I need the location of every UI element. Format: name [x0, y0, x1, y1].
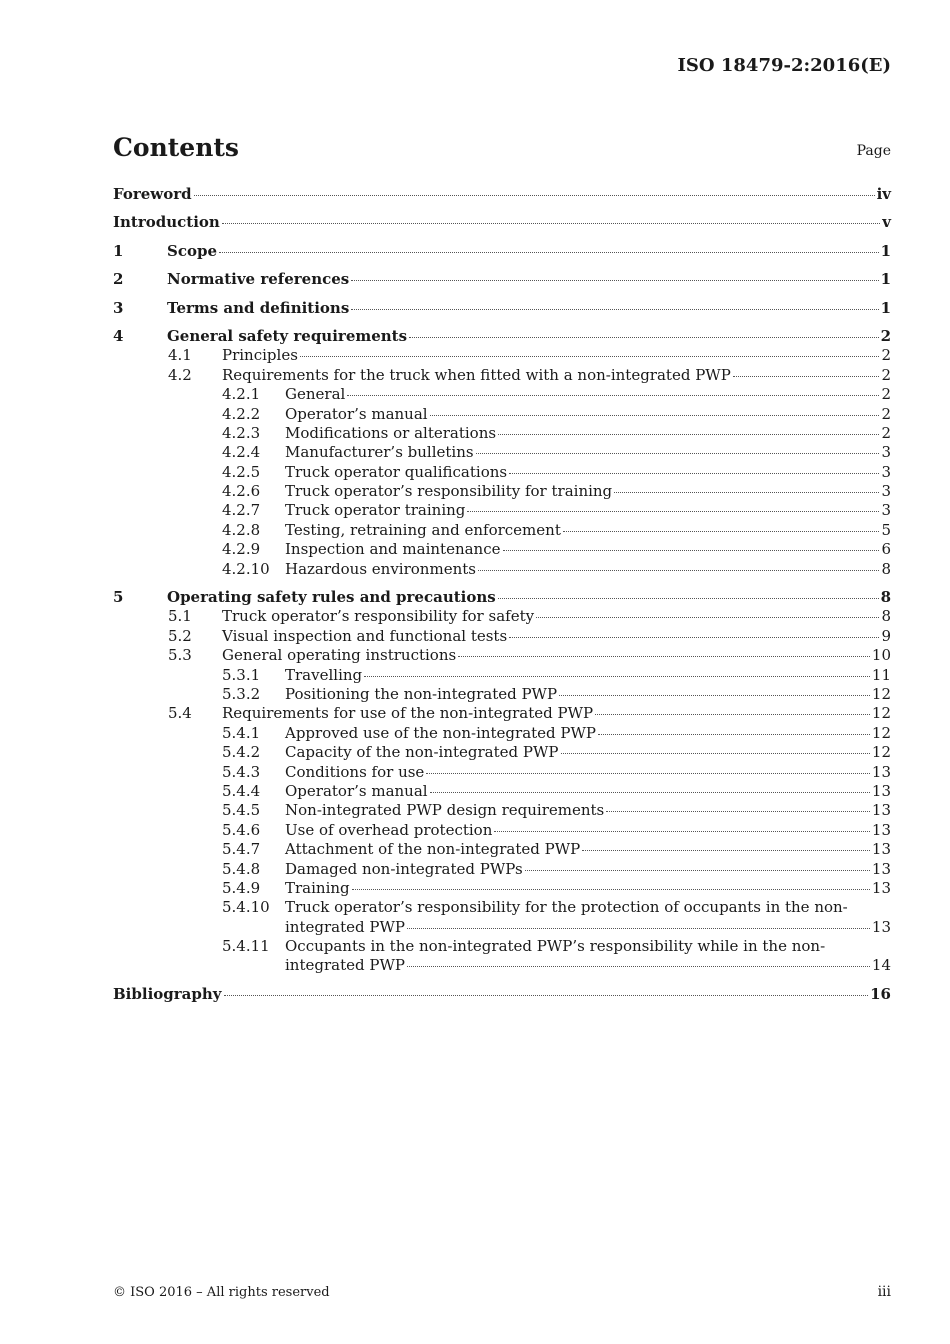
dot-leader: [409, 337, 879, 338]
toc-entry-page: 5: [881, 520, 891, 539]
toc-entry[interactable]: [113, 405, 891, 424]
toc-entry-body: [285, 560, 891, 579]
toc-entry-page: 13: [871, 859, 891, 878]
toc-entry-title: Foreword: [113, 185, 192, 203]
toc-entry-title: General safety requirements: [167, 326, 408, 345]
toc-entry-page: 13: [871, 820, 891, 839]
document-id: ISO 18479-2:2016(E): [677, 55, 891, 76]
dot-leader: [194, 195, 875, 196]
toc-entry-page: 2: [881, 385, 891, 404]
toc-entry-number: 4.2.9: [222, 540, 261, 559]
toc-entry[interactable]: [113, 607, 891, 626]
dot-leader: [478, 570, 879, 571]
toc-entry-number: 4.2.1: [222, 385, 261, 404]
toc-entry[interactable]: [113, 627, 891, 646]
toc-entry-body: [222, 607, 891, 626]
toc-entry[interactable]: [113, 685, 891, 704]
toc-entry-page: 12: [871, 723, 891, 742]
toc-entry-title: Normative references: [167, 270, 350, 289]
dot-leader: [351, 309, 878, 310]
toc-entry-number: 4.2.10: [222, 559, 270, 578]
toc-entry-title: General operating instructions: [222, 646, 457, 665]
toc-entry-body: [222, 646, 891, 665]
toc-entry[interactable]: [113, 782, 891, 801]
dot-leader: [476, 453, 880, 454]
toc-entry-number: 4.2.8: [222, 520, 261, 539]
toc-entry-title: Truck operator’s responsibility for the protection of occupants in the non-: [285, 898, 848, 917]
toc-entry-body: [285, 840, 891, 859]
toc-entry-title: Conditions for use: [285, 762, 425, 781]
toc-entry-page: v: [882, 213, 891, 232]
dot-leader: [467, 511, 879, 512]
toc-entry-body: [222, 366, 891, 385]
toc-entry-body: [285, 724, 891, 743]
dot-leader: [509, 637, 879, 638]
page-column-label: Page: [856, 143, 891, 159]
toc-entry[interactable]: [113, 560, 891, 579]
toc-entry[interactable]: [113, 724, 891, 743]
toc-entry-number: 5.4.10: [222, 898, 270, 917]
dot-leader: [494, 831, 870, 832]
dot-leader: [614, 492, 879, 493]
toc-entry-title: Non-integrated PWP design requirements: [285, 801, 605, 820]
toc-entry-body: [285, 424, 891, 443]
toc-entry-body: [285, 685, 891, 704]
toc-entry-number: 4.2: [168, 365, 192, 384]
toc-entry-number: 5.4.6: [222, 820, 261, 839]
toc-entry-page: 13: [871, 762, 891, 781]
toc-entry-body: [285, 501, 891, 520]
toc-entry-number: 4.1: [168, 346, 192, 365]
toc-entry-number: 5.4.8: [222, 859, 261, 878]
toc-entry-number: 5.3.2: [222, 684, 261, 703]
dot-leader: [407, 928, 870, 929]
toc-entry[interactable]: [113, 327, 891, 346]
toc-entry-number: 5.4.1: [222, 723, 261, 742]
toc-entry-title: Training: [285, 878, 350, 897]
toc-entry-title: Use of overhead protection: [285, 820, 493, 839]
dot-leader: [352, 889, 870, 890]
toc-entry-title: Visual inspection and functional tests: [222, 626, 508, 645]
toc-entry-body: [113, 213, 891, 232]
toc-entry-page: 13: [871, 878, 891, 897]
toc-entry-body: [285, 763, 891, 782]
toc-entry-body: [222, 346, 891, 365]
dot-leader: [222, 223, 880, 224]
toc-entry-title: Scope: [167, 241, 218, 260]
dot-leader: [219, 252, 879, 253]
dot-leader: [509, 473, 879, 474]
toc-entry-title-continued-line: [285, 956, 891, 975]
toc-entry-page: 1: [880, 241, 891, 260]
toc-entry[interactable]: [113, 366, 891, 385]
toc-entry-title: Modifications or alterations: [285, 423, 497, 442]
toc-entry-title: Attachment of the non-integrated PWP: [285, 840, 581, 859]
toc-entry-number: 5.4.3: [222, 762, 261, 781]
toc-entry-body: [285, 879, 891, 898]
dot-leader: [598, 734, 870, 735]
toc-entry-title: Testing, retraining and enforcement: [285, 520, 561, 539]
toc-entry-body: [285, 521, 891, 540]
toc-entry-body: [167, 299, 891, 318]
toc-entry-body: [285, 801, 891, 820]
toc-entry-title-continued: integrated PWP: [285, 917, 405, 936]
toc-entry-body: [222, 627, 891, 646]
toc-entry-number: 2: [113, 270, 124, 289]
toc-entry-number: 5.4.9: [222, 878, 261, 897]
toc-entry-number: 4.2.4: [222, 443, 261, 462]
toc-entry[interactable]: [113, 937, 891, 976]
toc-entry-body: [167, 242, 891, 261]
dot-leader: [364, 676, 870, 677]
toc-entry-page: 1: [880, 270, 891, 289]
toc-entry-title: General: [285, 385, 346, 404]
toc-entry-page: 13: [871, 781, 891, 800]
dot-leader: [300, 356, 880, 357]
copyright-footer: © ISO 2016 – All rights reserved: [113, 1285, 330, 1300]
toc-entry[interactable]: [113, 879, 891, 898]
toc-entry-number: 5.4.2: [222, 743, 261, 762]
toc-entry-title: Requirements for the truck when fitted with a non-integrated PWP: [222, 365, 731, 384]
toc-entry[interactable]: [113, 501, 891, 520]
toc-entry-title: Principles: [222, 346, 298, 365]
toc-entry-body: [285, 782, 891, 801]
toc-entry[interactable]: [113, 424, 891, 443]
toc-entry[interactable]: [113, 482, 891, 501]
toc-entry-title: Travelling: [285, 665, 363, 684]
toc-entry-body: [285, 821, 891, 840]
toc-entry-number: 4: [113, 326, 124, 345]
toc-entry-body: [285, 860, 891, 879]
toc-entry-page: 16: [870, 984, 891, 1003]
contents-heading: Contents: [113, 133, 240, 162]
dot-leader: [458, 656, 870, 657]
toc-entry-page: 13: [871, 801, 891, 820]
dot-leader: [426, 773, 870, 774]
dot-leader: [595, 714, 870, 715]
toc-entry-body: [285, 666, 891, 685]
toc-entry-title: Manufacturer’s bulletins: [285, 443, 474, 462]
toc-entry-title: Positioning the non-integrated PWP: [285, 684, 558, 703]
dot-leader: [498, 434, 879, 435]
toc-entry-page: 14: [871, 956, 891, 975]
toc-entry-page: 12: [871, 704, 891, 723]
toc-entry[interactable]: [113, 521, 891, 540]
toc-entry-body: [285, 937, 891, 976]
toc-entry-body: [285, 443, 891, 462]
toc-entry-page: 8: [881, 559, 891, 578]
toc-entry-number: 5.4.11: [222, 937, 270, 956]
toc-entry-page: 1: [880, 298, 891, 317]
toc-entry[interactable]: [113, 346, 891, 365]
toc-entry-number: 4.2.5: [222, 462, 261, 481]
toc-entry-page: 2: [881, 365, 891, 384]
toc-entry-body: [285, 898, 891, 937]
toc-entry-number: 5.4.7: [222, 840, 261, 859]
toc-entry-page: 3: [881, 501, 891, 520]
toc-entry-number: 5.3: [168, 646, 192, 665]
toc-entry-page: 2: [880, 326, 891, 345]
toc-entry-title: Requirements for use of the non-integrated PWP: [222, 704, 594, 723]
toc-entry-body: [285, 405, 891, 424]
toc-entry-page: 8: [880, 588, 891, 607]
toc-entry-body: [113, 185, 891, 204]
toc-entry-page: 2: [881, 423, 891, 442]
toc-entry-page: 13: [871, 840, 891, 859]
toc-entry[interactable]: [113, 588, 891, 607]
dot-leader: [559, 695, 870, 696]
toc-entry-page: 3: [881, 443, 891, 462]
toc-entry[interactable]: [113, 985, 891, 1004]
toc-entry[interactable]: [113, 185, 891, 204]
toc-entry-page: iv: [876, 185, 891, 203]
toc-entry-page: 12: [871, 743, 891, 762]
toc-entry[interactable]: [113, 666, 891, 685]
toc-entry-body: [285, 385, 891, 404]
toc-entry[interactable]: [113, 540, 891, 559]
toc-entry-title-continued: integrated PWP: [285, 956, 405, 975]
toc-entry[interactable]: [113, 801, 891, 820]
toc-entry-number: 4.2.7: [222, 501, 261, 520]
dot-leader: [563, 531, 880, 532]
toc-entry[interactable]: [113, 385, 891, 404]
toc-entry-title: Hazardous environments: [285, 559, 476, 578]
dot-leader: [430, 792, 870, 793]
toc-entry[interactable]: [113, 443, 891, 462]
toc-entry-page: 12: [871, 684, 891, 703]
toc-entry-title: Truck operator’s responsibility for safety: [222, 607, 535, 626]
dot-leader: [351, 280, 878, 281]
toc-entry-page: 6: [881, 540, 891, 559]
toc-entry-page: 11: [871, 665, 891, 684]
toc-entry-body: [285, 482, 891, 501]
page-number: iii: [877, 1284, 891, 1300]
toc-entry-body: [222, 704, 891, 723]
toc-entry-body: [167, 270, 891, 289]
toc-entry[interactable]: [113, 860, 891, 879]
toc-entry-number: 5.4.5: [222, 801, 261, 820]
toc-entry-title: Inspection and maintenance: [285, 540, 501, 559]
toc-entry-number: 5.4.4: [222, 781, 261, 800]
toc-entry-title: Truck operator training: [285, 501, 466, 520]
toc-entry-number: 5: [113, 588, 124, 607]
dot-leader: [347, 395, 879, 396]
toc-entry-title: Operating safety rules and precautions: [167, 588, 496, 607]
toc-entry[interactable]: [113, 840, 891, 859]
dot-leader: [606, 811, 870, 812]
toc-entry-body: [285, 540, 891, 559]
toc-entry-title: Approved use of the non-integrated PWP: [285, 723, 597, 742]
toc-entry[interactable]: [113, 299, 891, 318]
toc-entry-number: 4.2.2: [222, 404, 261, 423]
toc-entry[interactable]: [113, 646, 891, 665]
toc-entry-title: Damaged non-integrated PWPs: [285, 859, 523, 878]
dot-leader: [733, 376, 880, 377]
toc-entry-number: 3: [113, 298, 124, 317]
toc-entry-body: [285, 743, 891, 762]
toc-entry-page: 3: [881, 482, 891, 501]
toc-entry-title-continued-line: [285, 918, 891, 937]
toc-entry-number: 5.3.1: [222, 665, 261, 684]
toc-entry-title: Capacity of the non-integrated PWP: [285, 743, 559, 762]
toc-entry-page: 3: [881, 462, 891, 481]
toc-entry[interactable]: [113, 270, 891, 289]
toc-entry-number: 4.2.3: [222, 423, 261, 442]
toc-entry-title: Occupants in the non-integrated PWP’s responsibility while in the non-: [285, 937, 826, 956]
toc-entry-body: [167, 588, 891, 607]
toc-entry[interactable]: [113, 213, 891, 232]
toc-entry-page: 10: [871, 646, 891, 665]
toc-entry[interactable]: [113, 743, 891, 762]
table-of-contents: [113, 185, 891, 1004]
toc-entry-number: 4.2.6: [222, 482, 261, 501]
toc-entry-title: Truck operator qualifications: [285, 462, 508, 481]
toc-entry-number: 1: [113, 241, 124, 260]
toc-entry-page: 9: [881, 626, 891, 645]
toc-entry-title: Truck operator’s responsibility for training: [285, 482, 613, 501]
dot-leader: [498, 598, 879, 599]
dot-leader: [224, 995, 869, 996]
toc-entry-title: Introduction: [113, 213, 220, 232]
toc-entry[interactable]: [113, 463, 891, 482]
toc-entry-body: [285, 463, 891, 482]
toc-entry-title: Terms and definitions: [167, 298, 350, 317]
toc-entry[interactable]: [113, 821, 891, 840]
dot-leader: [503, 550, 880, 551]
toc-entry-number: 5.2: [168, 626, 192, 645]
toc-entry-page: 2: [881, 404, 891, 423]
dot-leader: [561, 753, 870, 754]
toc-entry[interactable]: [113, 763, 891, 782]
toc-entry-number: 5.1: [168, 607, 192, 626]
toc-entry[interactable]: [113, 898, 891, 937]
toc-entry-number: 5.4: [168, 704, 192, 723]
toc-entry-body: [113, 985, 891, 1004]
dot-leader: [430, 415, 880, 416]
toc-entry-page: 13: [871, 917, 891, 936]
toc-entry-title: Operator’s manual: [285, 781, 428, 800]
dot-leader: [536, 617, 879, 618]
dot-leader: [407, 966, 870, 967]
toc-entry[interactable]: [113, 242, 891, 261]
toc-entry-page: 8: [881, 607, 891, 626]
dot-leader: [525, 870, 870, 871]
toc-entry-body: [167, 327, 891, 346]
dot-leader: [582, 850, 870, 851]
toc-entry-page: 2: [881, 346, 891, 365]
toc-entry[interactable]: [113, 704, 891, 723]
toc-entry-title: Operator’s manual: [285, 404, 428, 423]
toc-entry-title: Bibliography: [113, 984, 222, 1003]
